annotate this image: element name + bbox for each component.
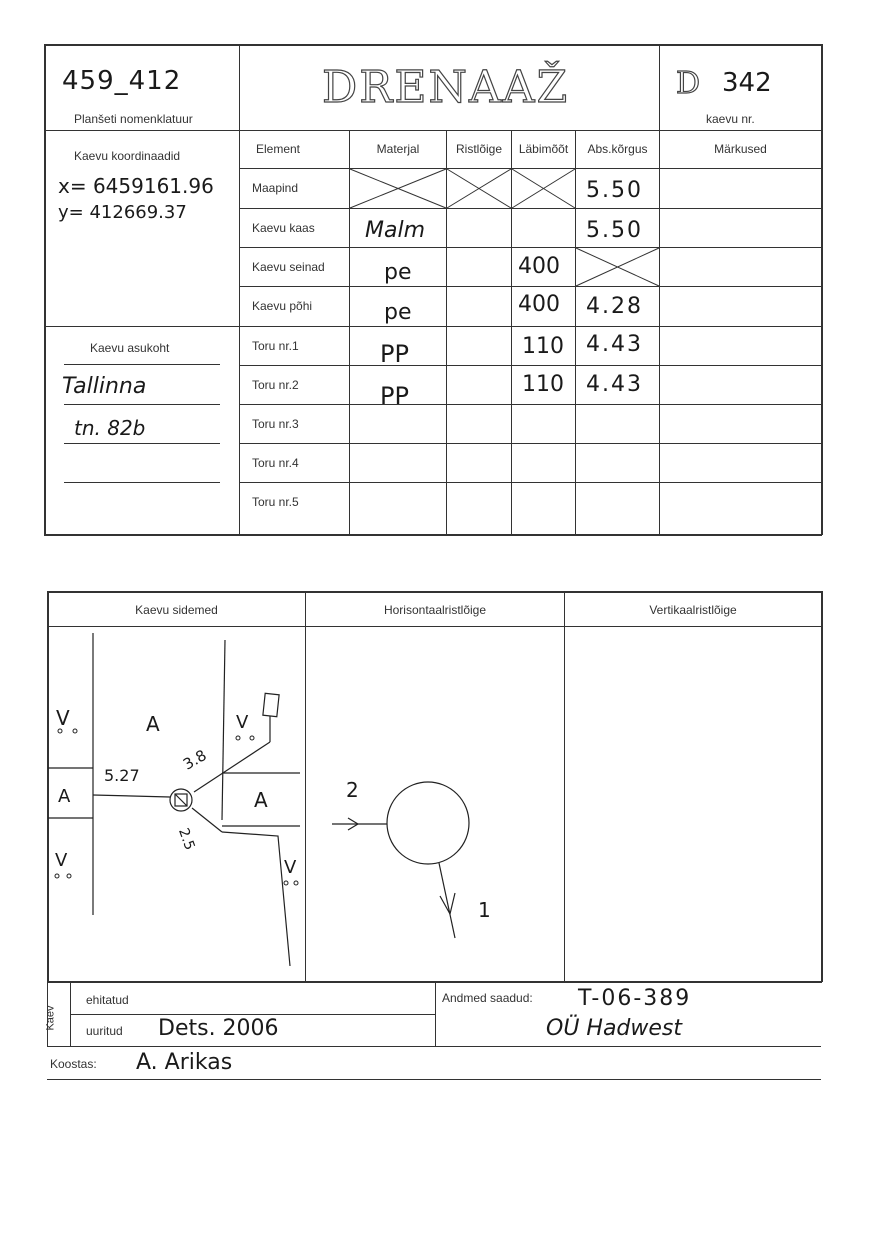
- table-cell-diameter: 110: [522, 334, 564, 359]
- table-cell-material: pe: [384, 300, 412, 325]
- built-label: ehitatud: [86, 993, 129, 1007]
- author-label: Koostas:: [50, 1057, 97, 1071]
- table-cell-diameter: 400: [518, 254, 560, 279]
- section-outlet-label: 1: [478, 898, 491, 922]
- sheet-nomenclature-value: 459_412: [62, 66, 182, 96]
- header-notes: Märkused: [714, 142, 767, 156]
- table-cell-abs-height: 5.50: [586, 178, 643, 203]
- coordinates-label: Kaevu koordinaadid: [74, 149, 181, 163]
- coordinate-y: y= 412669.37: [58, 202, 187, 223]
- col-well-connections: Kaevu sidemed: [135, 603, 218, 617]
- table-cell-material: PP: [380, 382, 409, 410]
- data-received-value-1: T-06-389: [578, 986, 692, 1011]
- well-number-label: kaevu nr.: [706, 112, 755, 126]
- sketch-label-v: V: [284, 857, 297, 878]
- table-row-element: Maapind: [252, 181, 299, 195]
- location-label: Kaevu asukoht: [90, 341, 170, 355]
- well-number-value: 342: [722, 68, 772, 98]
- sketch-distance-2: 3.8: [180, 746, 210, 774]
- table-cell-abs-height: 4.43: [586, 332, 643, 357]
- header-material: Materjal: [376, 142, 420, 156]
- sketch-label-a: A: [254, 788, 268, 812]
- header-diameter: Läbimõõt: [518, 142, 569, 156]
- sketch-label-v: V: [56, 706, 70, 730]
- location-line1: Tallinna: [62, 374, 147, 399]
- page-title: DRENAAŽ: [322, 62, 570, 113]
- col-vertical-section: Vertikaalristlõige: [649, 603, 737, 617]
- col-horizontal-section: Horisontaalristlõige: [383, 603, 487, 617]
- header-cross-section: Ristlõige: [455, 142, 503, 156]
- sketch-label-a: A: [58, 786, 71, 807]
- sketch-label-v: V: [236, 712, 249, 733]
- table-row-element: Toru nr.4: [252, 456, 299, 470]
- sketch-distance-1: 5.27: [104, 766, 140, 785]
- table-row-element: Toru nr.2: [252, 378, 299, 392]
- header-element: Element: [255, 142, 301, 156]
- table-cell-abs-height: 4.28: [586, 294, 643, 319]
- table-row-element: Kaevu põhi: [252, 299, 313, 313]
- data-received-label: Andmed saadud:: [442, 991, 533, 1005]
- well-prefix: D: [676, 66, 703, 101]
- sketch-label-a: A: [146, 712, 160, 736]
- table-row-element: Toru nr.3: [252, 417, 299, 431]
- table-row-element: Kaevu kaas: [252, 221, 315, 235]
- surveyed-label: uuritud: [86, 1024, 123, 1038]
- coordinate-x: x= 6459161.96: [58, 174, 214, 198]
- sheet-nomenclature-label: Planšeti nomenklatuur: [74, 112, 193, 126]
- table-cell-abs-height: 5.50: [586, 218, 643, 243]
- sketch-label-v: V: [55, 850, 68, 871]
- table-cell-material: Malm: [365, 218, 426, 243]
- table-row-element: Toru nr.1: [252, 339, 299, 353]
- table-row-element: Kaevu seinad: [252, 260, 325, 274]
- table-cell-diameter: 110: [522, 372, 564, 397]
- header-abs-height: Abs.kõrgus: [587, 142, 648, 156]
- location-line2: tn. 82b: [74, 416, 146, 440]
- sketch-distance-3: 2.5: [174, 826, 198, 853]
- table-row-element: Toru nr.5: [252, 495, 299, 509]
- table-cell-diameter: 400: [518, 292, 560, 317]
- kaev-label: Kaev: [44, 1005, 57, 1031]
- author-value: A. Arikas: [136, 1050, 233, 1075]
- surveyed-value: Dets. 2006: [158, 1016, 279, 1041]
- table-cell-abs-height: 4.43: [586, 372, 643, 397]
- table-cell-material: pe: [384, 260, 412, 285]
- section-inlet-label: 2: [346, 778, 359, 802]
- table-cell-material: PP: [380, 340, 409, 368]
- data-received-value-2: OÜ Hadwest: [546, 1016, 683, 1041]
